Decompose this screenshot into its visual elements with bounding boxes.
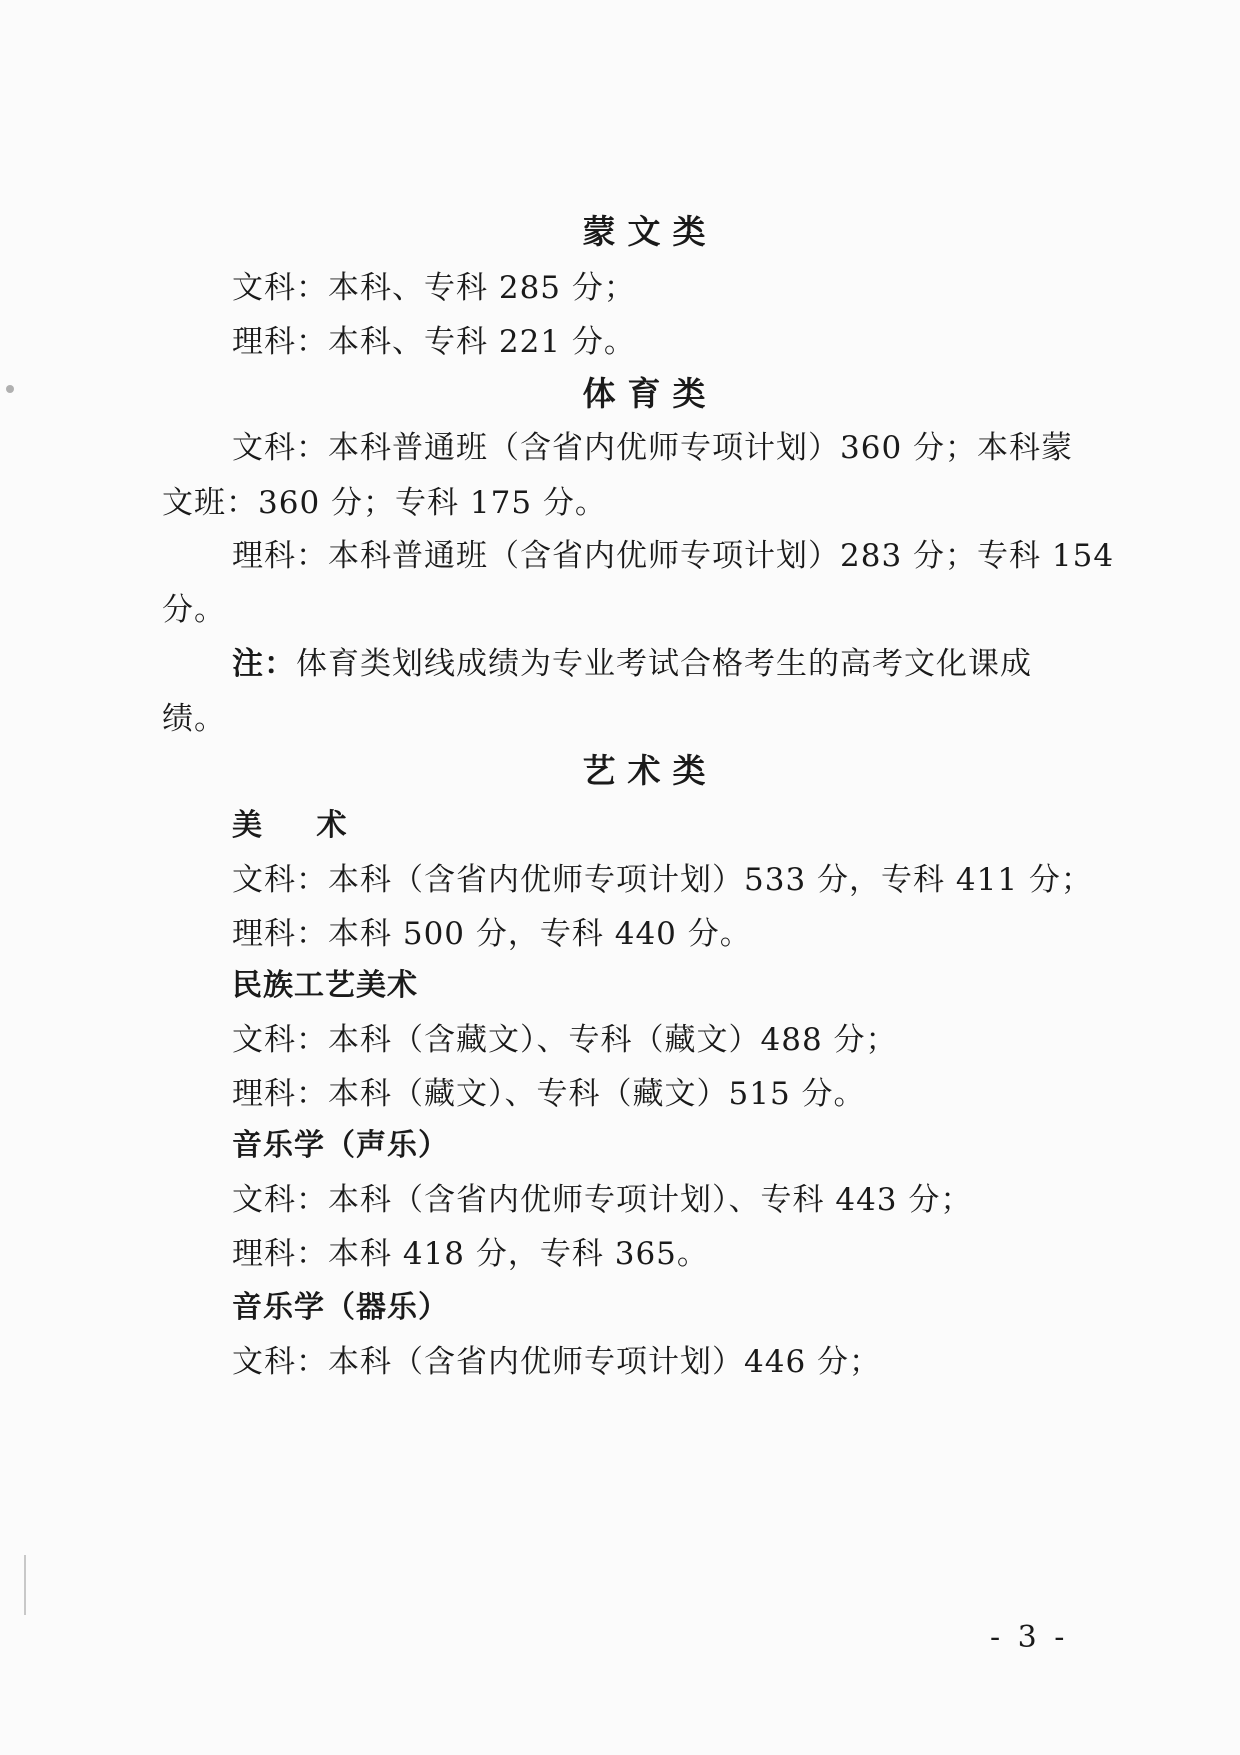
tiyu-wenke-line2: 文班：360 分；专科 175 分。 (162, 485, 607, 521)
subheading-qiyue: 音乐学（器乐） (232, 1290, 449, 1325)
subheading-minzu: 民族工艺美术 (232, 968, 418, 1003)
minzu-wenke: 文科：本科（含藏文）、专科（藏文）488 分； (232, 1022, 898, 1058)
tiyu-like-line1: 理科：本科普通班（含省内优师专项计划）283 分；专科 154 (232, 538, 1115, 574)
tiyu-wenke-line1: 文科：本科普通班（含省内优师专项计划）360 分；本科蒙 (232, 430, 1074, 466)
meishu-wenke: 文科：本科（含省内优师专项计划）533 分，专科 411 分； (232, 862, 1093, 898)
note-text: 体育类划线成绩为专业考试合格考生的高考文化课成 (296, 646, 1032, 682)
scan-edge-mark (24, 1555, 26, 1615)
heading-mengwen: 蒙文类 (582, 212, 718, 251)
shengyue-like: 理科：本科 418 分，专科 365。 (232, 1236, 709, 1272)
page-number: - 3 - (990, 1620, 1069, 1655)
note-label: 注： (232, 646, 296, 682)
meishu-like: 理科：本科 500 分，专科 440 分。 (232, 916, 752, 952)
shengyue-wenke: 文科：本科（含省内优师专项计划）、专科 443 分； (232, 1182, 973, 1218)
subheading-meishu: 美 术 (232, 808, 369, 843)
tiyu-like-line2: 分。 (162, 592, 226, 628)
subheading-shengyue: 音乐学（声乐） (232, 1128, 449, 1163)
mengwen-like: 理科：本科、专科 221 分。 (232, 324, 636, 360)
qiyue-wenke: 文科：本科（含省内优师专项计划）446 分； (232, 1344, 882, 1380)
tiyu-note-line2: 绩。 (162, 701, 226, 737)
tiyu-note-line1 (0, 644, 1240, 684)
mengwen-wenke: 文科：本科、专科 285 分； (232, 270, 636, 306)
minzu-like: 理科：本科（藏文）、专科（藏文）515 分。 (232, 1076, 866, 1112)
heading-yishu: 艺术类 (582, 751, 718, 790)
heading-tiyu: 体育类 (582, 374, 718, 413)
